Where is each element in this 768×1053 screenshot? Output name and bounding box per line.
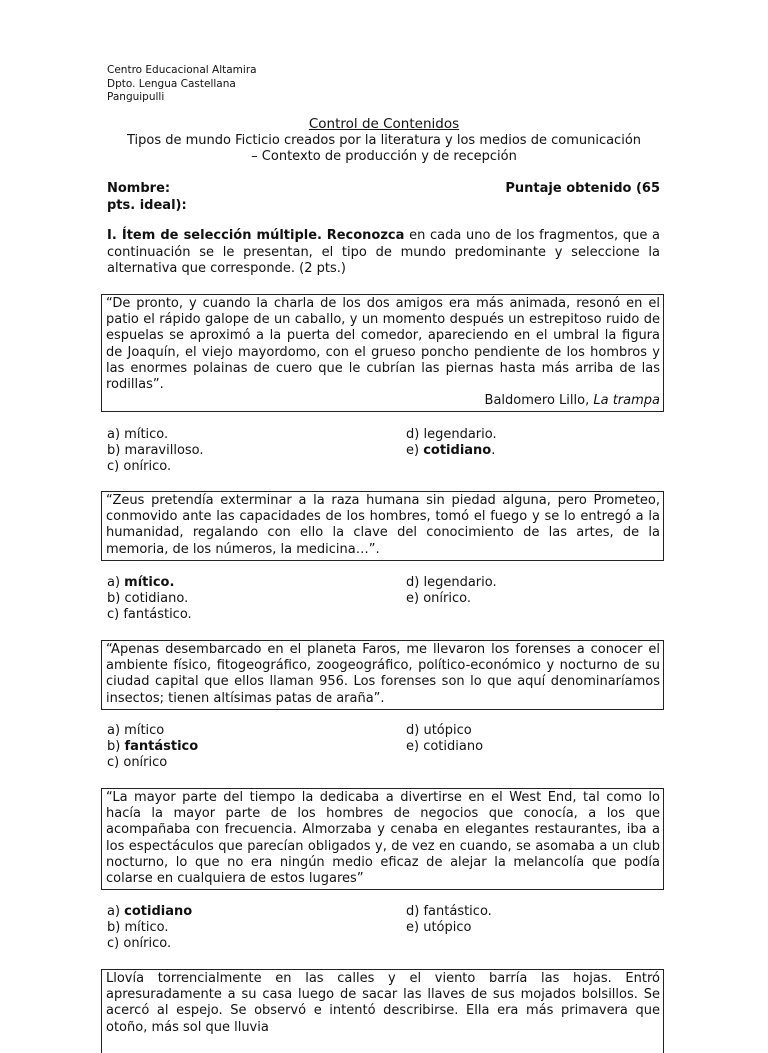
fragment-box-5 — [101, 969, 664, 1053]
fragment-text: “Zeus pretendía exterminar a la raza humana sin piedad alguna, pero Prometeo, conmovido ante las capacidades de los hombres, tomó el fuego y se lo entregó a la humanidad, regalando con ello la clave del conocimiento de las artes, de la memoria, de los números, la medicina…”. — [106, 493, 660, 557]
fragment-box-2 — [101, 491, 664, 561]
option-d[interactable]: d) legendario. — [406, 575, 497, 590]
document-title: Control de Contenidos — [308, 116, 460, 132]
option-c[interactable]: c) onírico — [107, 755, 168, 770]
author-name: Baldomero Lillo, — [484, 393, 594, 409]
fragment-box-3 — [101, 640, 664, 710]
option-c[interactable]: c) onírico. — [107, 459, 172, 474]
option-b[interactable]: b) cotidiano. — [107, 591, 189, 606]
document-subtitle-line2: – Contexto de producción y de recepción — [251, 149, 517, 164]
department: Dpto. Lengua Castellana — [107, 77, 236, 90]
fragment-text: “De pronto, y cuando la charla de los dos amigos era más animada, resonó en el patio el rápido galope de un caballo, y un momento después un estrepitoso ruido de espuelas se aproximó a la puerta del comedor, apareciendo en el umbral la figura de Joaquín, el viejo mayordomo, con el grueso poncho pendiente de los hombros y las enormes polainas de cuero que le cubrían las piernas hasta más arriba de las rodillas”. — [106, 296, 660, 393]
option-a[interactable]: a) mítico. — [107, 575, 175, 590]
section-text: en cada uno de los fragmentos, que a continuación se le presentan, el tipo de mundo predominante y seleccione la alternativa que corresponde. (2 pts.) — [107, 228, 660, 276]
option-c[interactable]: c) fantástico. — [107, 607, 192, 622]
option-e[interactable]: e) cotidiano — [406, 739, 484, 754]
option-c[interactable]: c) onírico. — [107, 936, 172, 951]
city: Panguipulli — [107, 91, 165, 103]
option-d[interactable]: d) fantástico. — [406, 904, 492, 919]
option-e[interactable]: e) utópico — [406, 920, 472, 935]
option-a[interactable]: a) mítico — [107, 723, 165, 738]
school-info — [107, 64, 257, 105]
fragment-text: Llovía torrencialmente en las calles y el viento barría las hojas. Entró apresuradamente a su casa luego de sacar las llaves de sus mojados bolsillos. Se acercó al espejo. Se observó e intentó describirse. Ella era más primavera que otoño, más sol que lluvia — [106, 971, 660, 1035]
option-d[interactable]: d) utópico — [406, 723, 472, 738]
option-a[interactable]: a) mítico. — [107, 427, 169, 442]
name-label: Nombre: — [107, 181, 171, 196]
option-a[interactable]: a) cotidiano — [107, 904, 193, 919]
work-title: La trampa — [593, 393, 660, 409]
fragment-box-1 — [101, 294, 664, 412]
title-block — [100, 116, 668, 166]
option-b[interactable]: b) maravilloso. — [107, 443, 204, 458]
option-d[interactable]: d) legendario. — [406, 427, 497, 442]
option-b[interactable]: b) fantástico — [107, 739, 199, 754]
score-label: Puntaje obtenido (65 — [505, 181, 660, 196]
option-b[interactable]: b) mítico. — [107, 920, 169, 935]
fragment-author — [106, 393, 660, 409]
fragment-box-4 — [101, 788, 664, 890]
fragment-text: “La mayor parte del tiempo la dedicaba a divertirse en el West End, tal como lo hacía la mayor parte de los hombres de negocios que conocía, a los que acompañaba con frecuencia. Almorzaba y cenaba en elegantes restaurantes, iba a los espectáculos que parecían obligados y, de vez en cuando, se asomaba a un club nocturno, lo que no era ningún medio eficaz de alejar la melancolía que podía colarse en cualquiera de estos lugares” — [106, 790, 660, 887]
fragment-text: “Apenas desembarcado en el planeta Faros, me llevaron los forenses a conocer el ambiente físico, fitogeográfico, zoogeográfico, político-económico y nocturno de su ciudad capital que ellos llaman 956. Los forenses son lo que aquí denominaríamos insectos; tienen altísimas patas de araña”. — [106, 642, 660, 706]
score-label-cont: pts. ideal): — [107, 198, 187, 213]
section-instructions — [107, 228, 660, 278]
document-subtitle-line1: Tipos de mundo Ficticio creados por la literatura y los medios de comunicación — [126, 132, 642, 148]
option-e[interactable]: e) onírico. — [406, 591, 471, 606]
school-name: Centro Educacional Altamira — [107, 64, 257, 76]
section-verb: Reconozca — [326, 228, 405, 243]
option-e[interactable]: e) cotidiano. — [406, 443, 496, 458]
section-heading: I. Ítem de selección múltiple. — [107, 228, 322, 243]
